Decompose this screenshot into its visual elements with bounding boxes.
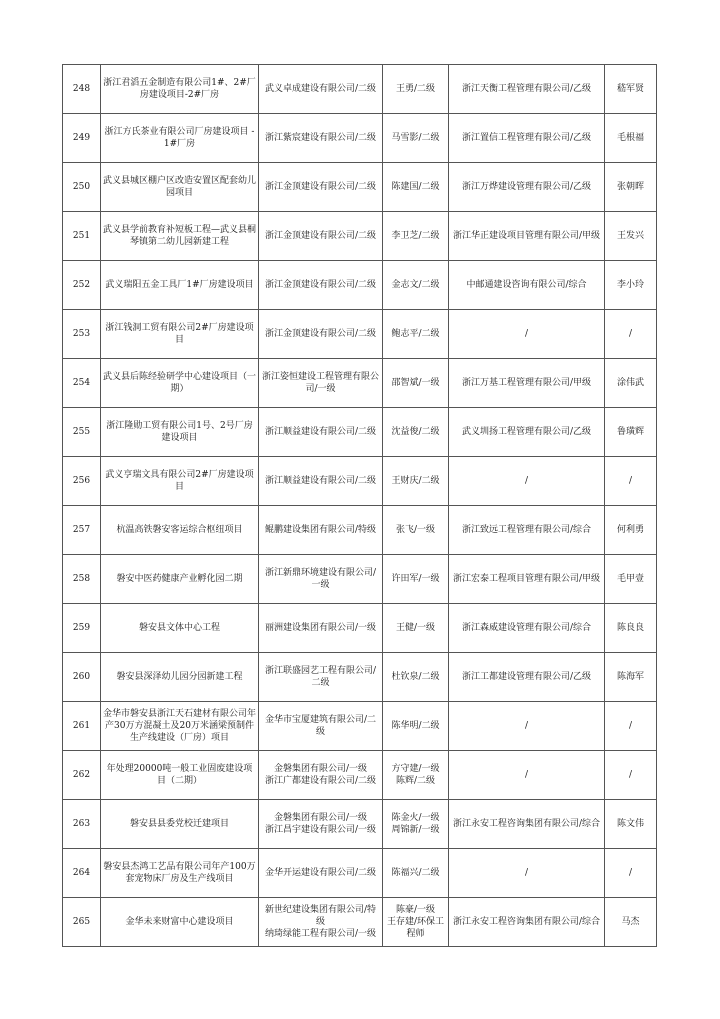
row-number-cell: 259 (63, 604, 101, 653)
cell-line: 陈辉/二级 (395, 776, 436, 786)
project-name-cell: 杭温高铁磐安客运综合枢纽项目 (101, 506, 259, 555)
chief-supervisor-cell: 陈海军 (605, 653, 657, 702)
project-manager-cell: 马雪影/二级 (383, 114, 449, 163)
chief-supervisor-cell: 鲁璜辉 (605, 408, 657, 457)
table-row (63, 800, 657, 849)
chief-supervisor-cell: 王发兴 (605, 212, 657, 261)
contractor-cell (259, 898, 383, 947)
project-name-cell: 浙江君滔五金制造有限公司1#、2#厂房建设项目-2#厂房 (101, 65, 259, 114)
contractor-cell: 浙江顺益建设有限公司/二级 (259, 408, 383, 457)
project-name-cell: 磐安县文体中心工程 (101, 604, 259, 653)
row-number-cell: 258 (63, 555, 101, 604)
row-number-cell: 250 (63, 163, 101, 212)
cell-line: 方守建/一级 (391, 764, 440, 774)
supervision-company-cell: 浙江致远工程管理有限公司/综合 (449, 506, 605, 555)
supervision-company-cell: 武义圳扬工程管理有限公司/乙级 (449, 408, 605, 457)
chief-supervisor-cell: / (605, 751, 657, 800)
supervision-company-cell: / (449, 310, 605, 359)
chief-supervisor-cell: / (605, 849, 657, 898)
project-name-cell: 浙江方氏茶业有限公司厂房建设项目 -1#厂房 (101, 114, 259, 163)
project-manager-cell: 邵智斌/一级 (383, 359, 449, 408)
chief-supervisor-cell: 李小玲 (605, 261, 657, 310)
contractor-cell: 浙江顺益建设有限公司/二级 (259, 457, 383, 506)
project-manager-cell: 金志文/二级 (383, 261, 449, 310)
chief-supervisor-cell: 何利勇 (605, 506, 657, 555)
chief-supervisor-cell: / (605, 702, 657, 751)
cell-line: 新世纪建设集团有限公司/特级 (264, 905, 377, 927)
contractor-cell: 浙江联盛园艺工程有限公司/二级 (259, 653, 383, 702)
row-number-cell: 251 (63, 212, 101, 261)
project-manager-cell: 陈福兴/二级 (383, 849, 449, 898)
table-row (63, 359, 657, 408)
project-manager-cell: 沈益俊/二级 (383, 408, 449, 457)
cell-line: 纳琦绿能工程有限公司/一级 (264, 929, 377, 939)
chief-supervisor-cell: / (605, 310, 657, 359)
supervision-company-cell: 浙江天衡工程管理有限公司/乙级 (449, 65, 605, 114)
project-manager-cell: 王勇/二级 (383, 65, 449, 114)
supervision-company-cell: / (449, 457, 605, 506)
supervision-company-cell: 浙江万烨建设管理有限公司/乙级 (449, 163, 605, 212)
project-name-cell: 磐安县县委党校迁建项目 (101, 800, 259, 849)
supervision-company-cell: / (449, 702, 605, 751)
table-row (63, 408, 657, 457)
chief-supervisor-cell: 毛根福 (605, 114, 657, 163)
project-name-cell: 金华市磐安县浙江天石建材有限公司年产30万方混凝土及20万米涵梁预制件生产线建设（厂房）项目 (101, 702, 259, 751)
supervision-company-cell: 浙江森威建设管理有限公司/综合 (449, 604, 605, 653)
table-row (63, 163, 657, 212)
row-number-cell: 254 (63, 359, 101, 408)
chief-supervisor-cell: 张朝晖 (605, 163, 657, 212)
supervision-company-cell: 浙江华正建设项目管理有限公司/甲级 (449, 212, 605, 261)
table-row (63, 65, 657, 114)
contractor-cell: 鲲鹏建设集团有限公司/特级 (259, 506, 383, 555)
table-body (63, 65, 657, 947)
project-name-cell: 磐安县杰鸿工艺品有限公司年产100万套宠物床厂房及生产线项目 (101, 849, 259, 898)
table-row (63, 751, 657, 800)
project-manager-cell: 陈建国/二级 (383, 163, 449, 212)
project-name-cell: 武义县学前教育补短板工程—武义县桐琴镇第二幼儿园新建工程 (101, 212, 259, 261)
contractor-cell: 丽洲建设集团有限公司/一级 (259, 604, 383, 653)
contractor-cell: 浙江金顶建设有限公司/二级 (259, 310, 383, 359)
contractor-cell (259, 800, 383, 849)
project-manager-cell (383, 898, 449, 947)
project-manager-cell: 张飞/一级 (383, 506, 449, 555)
table-row (63, 849, 657, 898)
cell-line: 浙江昌宇建设有限公司/一级 (264, 825, 377, 835)
supervision-company-cell: 浙江置信工程管理有限公司/乙级 (449, 114, 605, 163)
row-number-cell: 261 (63, 702, 101, 751)
chief-supervisor-cell: 陈文伟 (605, 800, 657, 849)
project-name-cell: 金华未来财富中心建设项目 (101, 898, 259, 947)
supervision-company-cell: 浙江永安工程咨询集团有限公司/综合 (449, 898, 605, 947)
row-number-cell: 252 (63, 261, 101, 310)
contractor-cell: 浙江紫宸建设有限公司/二级 (259, 114, 383, 163)
project-manager-cell: 王健/一级 (383, 604, 449, 653)
table-row (63, 261, 657, 310)
project-manager-cell: 陈华明/二级 (383, 702, 449, 751)
row-number-cell: 248 (63, 65, 101, 114)
table-row (63, 702, 657, 751)
table-row (63, 506, 657, 555)
row-number-cell: 260 (63, 653, 101, 702)
row-number-cell: 249 (63, 114, 101, 163)
chief-supervisor-cell: 马杰 (605, 898, 657, 947)
cell-line: 浙江广都建设有限公司/二级 (264, 776, 377, 786)
table-row (63, 555, 657, 604)
cell-line: 金磐集团有限公司/一级 (273, 813, 368, 823)
contractor-cell: 武义卓成建设有限公司/二级 (259, 65, 383, 114)
contractor-cell: 金华开运建设有限公司/二级 (259, 849, 383, 898)
row-number-cell: 262 (63, 751, 101, 800)
project-manager-cell: 鲍志平/二级 (383, 310, 449, 359)
supervision-company-cell: / (449, 849, 605, 898)
chief-supervisor-cell: / (605, 457, 657, 506)
project-name-cell: 浙江隆勋工贸有限公司1号、2号厂房建设项目 (101, 408, 259, 457)
chief-supervisor-cell: 毛甲壹 (605, 555, 657, 604)
project-name-cell: 武义县后陈经验研学中心建设项目（一期） (101, 359, 259, 408)
supervision-company-cell: 浙江万基工程管理有限公司/甲级 (449, 359, 605, 408)
project-name-cell: 年处理20000吨一般工业固废建设项目（二期） (101, 751, 259, 800)
supervision-company-cell: 中邮通建设咨询有限公司/综合 (449, 261, 605, 310)
project-name-cell: 武义亨瑞文具有限公司2#厂房建设项目 (101, 457, 259, 506)
table-row (63, 653, 657, 702)
supervision-company-cell: 浙江工都建设管理有限公司/乙级 (449, 653, 605, 702)
contractor-cell: 金华市宝厦建筑有限公司/二级 (259, 702, 383, 751)
table-row (63, 114, 657, 163)
contractor-cell: 浙江金顶建设有限公司/二级 (259, 212, 383, 261)
row-number-cell: 255 (63, 408, 101, 457)
project-name-cell: 武义县城区棚户区改造安置区配套幼儿园项目 (101, 163, 259, 212)
contractor-cell: 浙江新鼎环境建设有限公司/一级 (259, 555, 383, 604)
chief-supervisor-cell: 涂伟武 (605, 359, 657, 408)
project-manager-cell: 王财庆/二级 (383, 457, 449, 506)
table-row (63, 898, 657, 947)
table-row (63, 457, 657, 506)
project-registry-table (62, 64, 657, 947)
row-number-cell: 253 (63, 310, 101, 359)
cell-line: 王存建/环保工程师 (386, 917, 445, 939)
row-number-cell: 263 (63, 800, 101, 849)
project-manager-cell: 李卫芝/二级 (383, 212, 449, 261)
project-manager-cell (383, 800, 449, 849)
cell-line: 陈豪/一级 (395, 905, 436, 915)
row-number-cell: 265 (63, 898, 101, 947)
project-manager-cell: 杜钦泉/二级 (383, 653, 449, 702)
contractor-cell (259, 751, 383, 800)
supervision-company-cell: 浙江宏泰工程项目管理有限公司/甲级 (449, 555, 605, 604)
table-row (63, 310, 657, 359)
contractor-cell: 浙江金顶建设有限公司/二级 (259, 163, 383, 212)
project-name-cell: 武义瑞阳五金工具厂1#厂房建设项目 (101, 261, 259, 310)
row-number-cell: 256 (63, 457, 101, 506)
project-name-cell: 浙江钱洞工贸有限公司2#厂房建设项目 (101, 310, 259, 359)
chief-supervisor-cell: 嵇军贤 (605, 65, 657, 114)
project-name-cell: 磐安中医药健康产业孵化园二期 (101, 555, 259, 604)
row-number-cell: 257 (63, 506, 101, 555)
contractor-cell: 浙江金顶建设有限公司/二级 (259, 261, 383, 310)
project-manager-cell (383, 751, 449, 800)
cell-line: 陈金火/一级 (391, 813, 440, 823)
table-row (63, 212, 657, 261)
contractor-cell: 浙江姿恒建设工程管理有限公司/一级 (259, 359, 383, 408)
table-row (63, 604, 657, 653)
project-manager-cell: 许田军/一级 (383, 555, 449, 604)
supervision-company-cell: 浙江永安工程咨询集团有限公司/综合 (449, 800, 605, 849)
chief-supervisor-cell: 陈良良 (605, 604, 657, 653)
project-name-cell: 磐安县深泽幼儿园分园新建工程 (101, 653, 259, 702)
supervision-company-cell: / (449, 751, 605, 800)
cell-line: 金磐集团有限公司/一级 (273, 764, 368, 774)
row-number-cell: 264 (63, 849, 101, 898)
cell-line: 周锦新/一级 (391, 825, 440, 835)
